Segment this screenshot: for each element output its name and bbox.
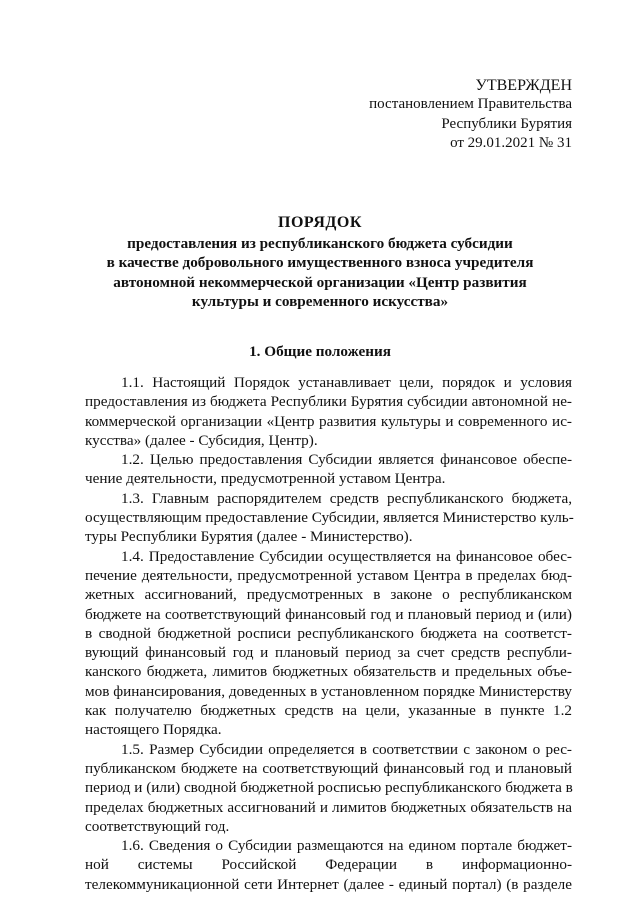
- body-line: 1.6. Сведения о Субсидии размещаются на едином портале бюджет-: [121, 837, 572, 855]
- title-main: ПОРЯДОК: [278, 214, 362, 231]
- approval-stamp: [369, 76, 572, 153]
- body-line: предоставления из бюджета Республики Бурятия субсидии автономной не-: [85, 393, 572, 411]
- body-line: канского бюджета, лимитов бюджетных обязательств и предельных объе-: [85, 663, 572, 681]
- title-line: в качестве добровольного имущественного взноса учредителя: [106, 254, 534, 272]
- body-line: пределах бюджетных ассигнований и лимитов бюджетных обязательств на: [85, 798, 572, 816]
- body-line: как получателю бюджетных средств на цели, указанные в пункте 1.2: [85, 702, 572, 720]
- body-line: 1.5. Размер Субсидии определяется в соответствии с законом о рес-: [121, 740, 572, 758]
- body-line: ной системы Российской Федерации в информационно-: [85, 856, 572, 874]
- approval-line-3: от 29.01.2021 № 31: [450, 134, 572, 151]
- body-line: 1.3. Главным распорядителем средств республиканского бюджета,: [121, 489, 572, 507]
- body-line: 1.1. Настоящий Порядок устанавливает цели, порядок и условия: [121, 374, 572, 391]
- body-line: жетных ассигнований, предусмотренных в законе о республиканском: [85, 586, 572, 604]
- body-line: соответствующий год.: [85, 817, 230, 835]
- approval-line-2: Республики Бурятия: [441, 115, 572, 132]
- body-line: чение деятельности, предусмотренной уставом Центра.: [85, 470, 446, 488]
- body-line: коммерческой организации «Центр развития культуры и современного ис-: [85, 412, 572, 430]
- title-line: культуры и современного искусства»: [191, 292, 449, 310]
- approval-line-1: постановлением Правительства: [369, 96, 572, 113]
- document-title: [70, 212, 570, 311]
- body-line: период и (или) сводной бюджетной росписью республиканского бюджета в: [85, 779, 573, 797]
- body-line: настоящего Порядка.: [85, 721, 222, 739]
- body-line: публиканском бюджете на соответствующий финансовый год и плановый: [85, 759, 572, 777]
- body-line: вующий финансовый год и плановый период за счет средств республи-: [85, 644, 572, 662]
- body-line: кусства» (далее - Субсидия, Центр).: [85, 431, 318, 449]
- body-line: телекоммуникационной сети Интернет (далее - единый портал) (в разделе: [85, 875, 572, 893]
- body-line: мов финансирования, доведенных в установленном порядке Министерству: [85, 682, 572, 700]
- body-text: [85, 373, 572, 894]
- body-line: туры Республики Бурятия (далее - Министерство).: [85, 528, 413, 546]
- body-line: бюджете на соответствующий финансовый год и плановый период и (или): [85, 605, 572, 623]
- title-line: предоставления из республиканского бюджета субсидии: [127, 235, 513, 252]
- section-heading: 1. Общие положения: [249, 343, 391, 360]
- body-line: 1.4. Предоставление Субсидии осуществляется на финансовое обес-: [121, 547, 572, 565]
- approval-heading: УТВЕРЖДЕН: [475, 77, 572, 94]
- body-line: печение деятельности, предусмотренной уставом Центра в пределах бюд-: [85, 566, 572, 584]
- body-line: 1.2. Целью предоставления Субсидии является финансовое обеспе-: [121, 451, 572, 469]
- body-line: осуществляющим предоставление Субсидии, является Министерство куль-: [85, 509, 574, 527]
- body-line: в сводной бюджетной росписи республиканского бюджета на соответст-: [85, 624, 572, 642]
- title-line: автономной некоммерческой организации «Центр развития: [113, 273, 527, 291]
